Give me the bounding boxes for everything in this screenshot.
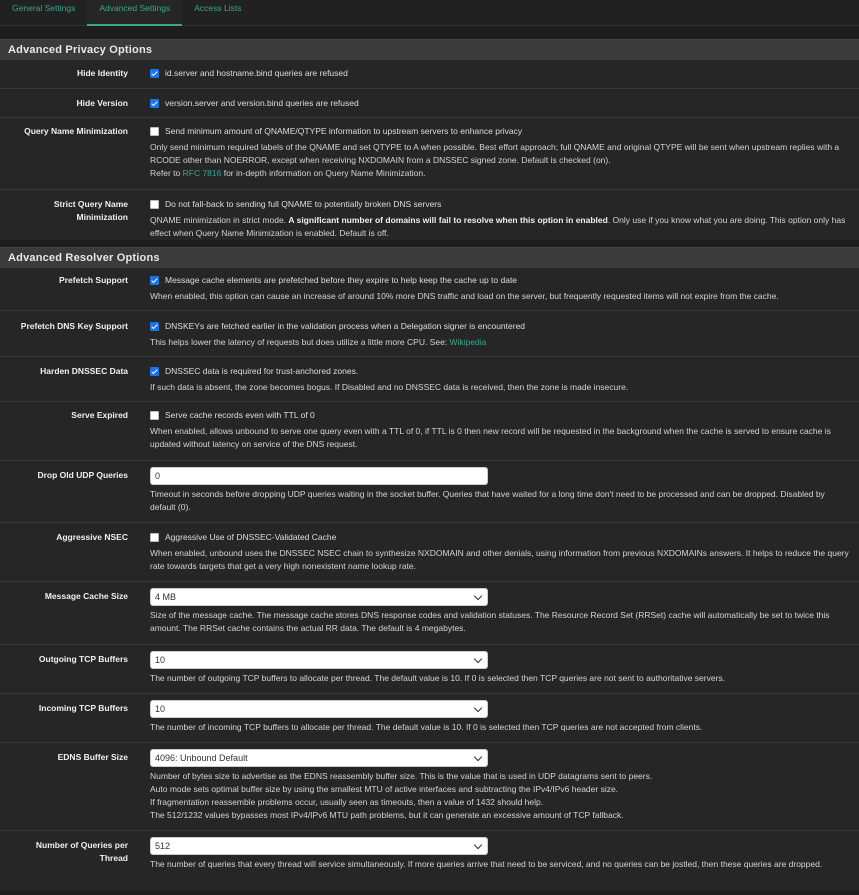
strict-qname-checkbox[interactable] xyxy=(150,200,159,209)
serve-expired-row xyxy=(0,402,859,461)
prefetch-help: When enabled, this option can cause an increase of around 10% more DNS traffic and load on the server, but frequently requested items will not expire from the cache. xyxy=(150,291,779,301)
prefetch-key-text: DNSKEYs are fetched earlier in the validation process when a Delegation signer is encountered xyxy=(165,321,526,331)
in-tcp-value: 10 xyxy=(155,704,166,714)
edns-help-4: The 512/1232 values bypasses most IPv4/IPv6 MTU path problems, but it can generate an excessive amount of TCP fallback. xyxy=(150,810,624,820)
edns-label: EDNS Buffer Size xyxy=(57,752,128,762)
queries-label-2: Thread xyxy=(99,853,128,863)
edns-help-2: Auto mode sets optimal buffer size by using the smallest MTU of active interfaces and subtracting the IPv4/IPv6 header size. xyxy=(150,784,619,794)
serve-expired-checkbox[interactable] xyxy=(150,411,159,420)
strict-qname-label-1: Strict Query Name xyxy=(53,199,128,209)
ref-prefix: Refer to xyxy=(150,168,183,178)
aggr-nsec-checkbox[interactable] xyxy=(150,533,159,542)
prefetch-key-checkbox[interactable] xyxy=(150,322,159,331)
qname-min-label: Query Name Minimization xyxy=(24,126,128,136)
prefetch-key-help xyxy=(150,336,851,349)
qname-min-checkbox[interactable] xyxy=(150,127,159,136)
privacy-heading: Advanced Privacy Options xyxy=(0,39,859,60)
hide-identity-label: Hide Identity xyxy=(76,68,128,78)
prefetch-label: Prefetch Support xyxy=(59,275,128,285)
in-tcp-help: The number of incoming TCP buffers to allocate per thread. The default value is 10. If 0 is selected then TCP queries are not accepted from clients. xyxy=(150,722,703,732)
tab-access-lists[interactable]: Access Lists xyxy=(194,3,242,13)
edns-help-3: If fragmentation reassemble problems occur, usually seen as timeouts, then a value of 1432 should help. xyxy=(150,797,544,807)
prefetch-checkbox[interactable] xyxy=(150,276,159,285)
out-tcp-select[interactable] xyxy=(150,651,488,669)
hide-identity-text: id.server and hostname.bind queries are refused xyxy=(165,68,348,78)
tab-general-settings[interactable]: General Settings xyxy=(12,3,76,13)
hide-version-text: version.server and version.bind queries are refused xyxy=(165,98,359,108)
serve-expired-text: Serve cache records even with TTL of 0 xyxy=(165,410,315,420)
resolver-heading: Advanced Resolver Options xyxy=(0,247,859,268)
wikipedia-link[interactable]: Wikipedia xyxy=(449,337,487,347)
tab-bar xyxy=(0,0,859,26)
drop-udp-row xyxy=(0,461,859,523)
chevron-down-icon xyxy=(474,654,482,662)
queries-help: The number of queries that every thread will service simultaneously. If more queries arrive that need to be serviced, and no queries can be jostled, then these queries are dropped. xyxy=(150,859,823,869)
serve-expired-help: When enabled, allows unbound to serve one query even with a TTL of 0, if TTL is 0 then new record will be requested in the background when the cache is served to ensure cache is updated without latency on service of the DNS request. xyxy=(150,426,831,449)
chevron-down-icon xyxy=(474,840,482,848)
strict-help-post: . Only use if you know what you are doing. This option only has effect when Query Name Minimization is enabled. Default is off. xyxy=(150,215,846,238)
queries-select[interactable] xyxy=(150,837,488,855)
qname-min-text: Send minimum amount of QNAME/QTYPE information to upstream servers to enhance privacy xyxy=(165,126,523,136)
aggr-nsec-text: Aggressive Use of DNSSEC-Validated Cache xyxy=(165,532,337,542)
qname-min-row xyxy=(0,118,859,190)
strict-qname-label xyxy=(0,190,128,240)
edns-value: 4096: Unbound Default xyxy=(155,753,248,763)
chevron-down-icon xyxy=(474,752,482,760)
privacy-panel xyxy=(0,39,859,240)
in-tcp-select[interactable] xyxy=(150,700,488,718)
rfc-7816-link[interactable]: RFC 7816 xyxy=(182,168,222,178)
harden-checkbox[interactable] xyxy=(150,367,159,376)
msg-cache-value: 4 MB xyxy=(155,592,177,602)
strict-help-bold: A significant number of domains will fail to resolve when this option in enabled xyxy=(288,215,608,225)
in-tcp-label: Incoming TCP Buffers xyxy=(38,703,128,713)
strict-qname-help xyxy=(150,214,851,240)
prefetch-key-row xyxy=(0,311,859,357)
aggr-nsec-label: Aggressive NSEC xyxy=(56,532,128,542)
out-tcp-value: 10 xyxy=(155,655,166,665)
strict-qname-label-2: Minimization xyxy=(76,212,128,222)
harden-text: DNSSEC data is required for trust-anchored zones. xyxy=(165,366,359,376)
prefetch-key-help-pre: This helps lower the latency of requests but does utilize a little more CPU. See: xyxy=(150,337,450,347)
strict-help-pre: QNAME minimization in strict mode. xyxy=(150,215,289,225)
chevron-down-icon xyxy=(474,703,482,711)
edns-select[interactable] xyxy=(150,749,488,767)
in-tcp-row xyxy=(0,694,859,743)
serve-expired-label: Serve Expired xyxy=(71,410,128,420)
resolver-panel xyxy=(0,247,859,891)
harden-row xyxy=(0,357,859,402)
qname-min-help: Only send minimum required labels of the QNAME and set QTYPE to A when possible. Best effort approach; full QNAME and original QTYPE will be sent when upstream replies with a RCODE other than NOERROR, except when receiving NXDOMAIN from a DNSSEC signed zone. Default is checked (on). xyxy=(150,142,840,165)
hide-identity-checkbox[interactable] xyxy=(150,69,159,78)
chevron-down-icon xyxy=(474,591,482,599)
harden-help: If such data is absent, the zone becomes bogus. If Disabled and no DNSSEC data is received, then the zone is made insecure. xyxy=(150,382,629,392)
hide-identity-row xyxy=(0,60,859,89)
prefetch-key-label: Prefetch DNS Key Support xyxy=(20,321,128,331)
hide-version-label: Hide Version xyxy=(76,98,128,108)
queries-value: 512 xyxy=(155,841,171,851)
out-tcp-help: The number of outgoing TCP buffers to allocate per thread. The default value is 10. If 0 is selected then TCP queries are not sent to authoritative servers. xyxy=(150,673,726,683)
strict-qname-text: Do not fall-back to sending full QNAME to potentially broken DNS servers xyxy=(165,199,442,209)
drop-udp-help: Timeout in seconds before dropping UDP queries waiting in the socket buffer. Queries that have waited for a long time don't need to be processed and can be dropped. Disabled by default (0). xyxy=(150,489,825,512)
aggr-nsec-row xyxy=(0,523,859,582)
out-tcp-row xyxy=(0,645,859,694)
drop-udp-input[interactable]: 0 xyxy=(150,467,488,485)
qname-min-help-ref xyxy=(150,167,851,180)
drop-udp-label: Drop Old UDP Queries xyxy=(37,470,128,480)
hide-version-checkbox[interactable] xyxy=(150,99,159,108)
prefetch-text: Message cache elements are prefetched before they expire to help keep the cache up to date xyxy=(165,275,518,285)
prefetch-row xyxy=(0,268,859,311)
out-tcp-label: Outgoing TCP Buffers xyxy=(38,654,128,664)
msg-cache-row xyxy=(0,582,859,645)
msg-cache-label: Message Cache Size xyxy=(44,591,128,601)
msg-cache-select[interactable] xyxy=(150,588,488,606)
strict-qname-row xyxy=(0,190,859,240)
hide-version-row xyxy=(0,89,859,118)
edns-help-1: Number of bytes size to advertise as the EDNS reassembly buffer size. This is the value that is used in UDP datagrams sent to peers. xyxy=(150,771,653,781)
aggr-nsec-help: When enabled, unbound uses the DNSSEC NSEC chain to synthesize NXDOMAIN and other denials, using information from previous NXDOMAINs answers. It helps to reduce the query rate towards targets that get a very high nonexistent name lookup rate. xyxy=(150,548,849,571)
edns-row xyxy=(0,743,859,831)
queries-label xyxy=(0,831,128,891)
queries-row xyxy=(0,831,859,891)
tab-advanced-settings[interactable]: Advanced Settings xyxy=(87,0,182,26)
harden-label: Harden DNSSEC Data xyxy=(40,366,128,376)
queries-label-1: Number of Queries per xyxy=(35,840,128,850)
ref-suffix: for in-depth information on Query Name Minimization. xyxy=(221,168,426,178)
msg-cache-help: Size of the message cache. The message cache stores DNS response codes and validation statuses. The Resource Record Set (RRSet) cache will automatically be set to twice this amount. The RRSet cache contains the actual RR data. The default is 4 megabytes. xyxy=(150,610,830,633)
